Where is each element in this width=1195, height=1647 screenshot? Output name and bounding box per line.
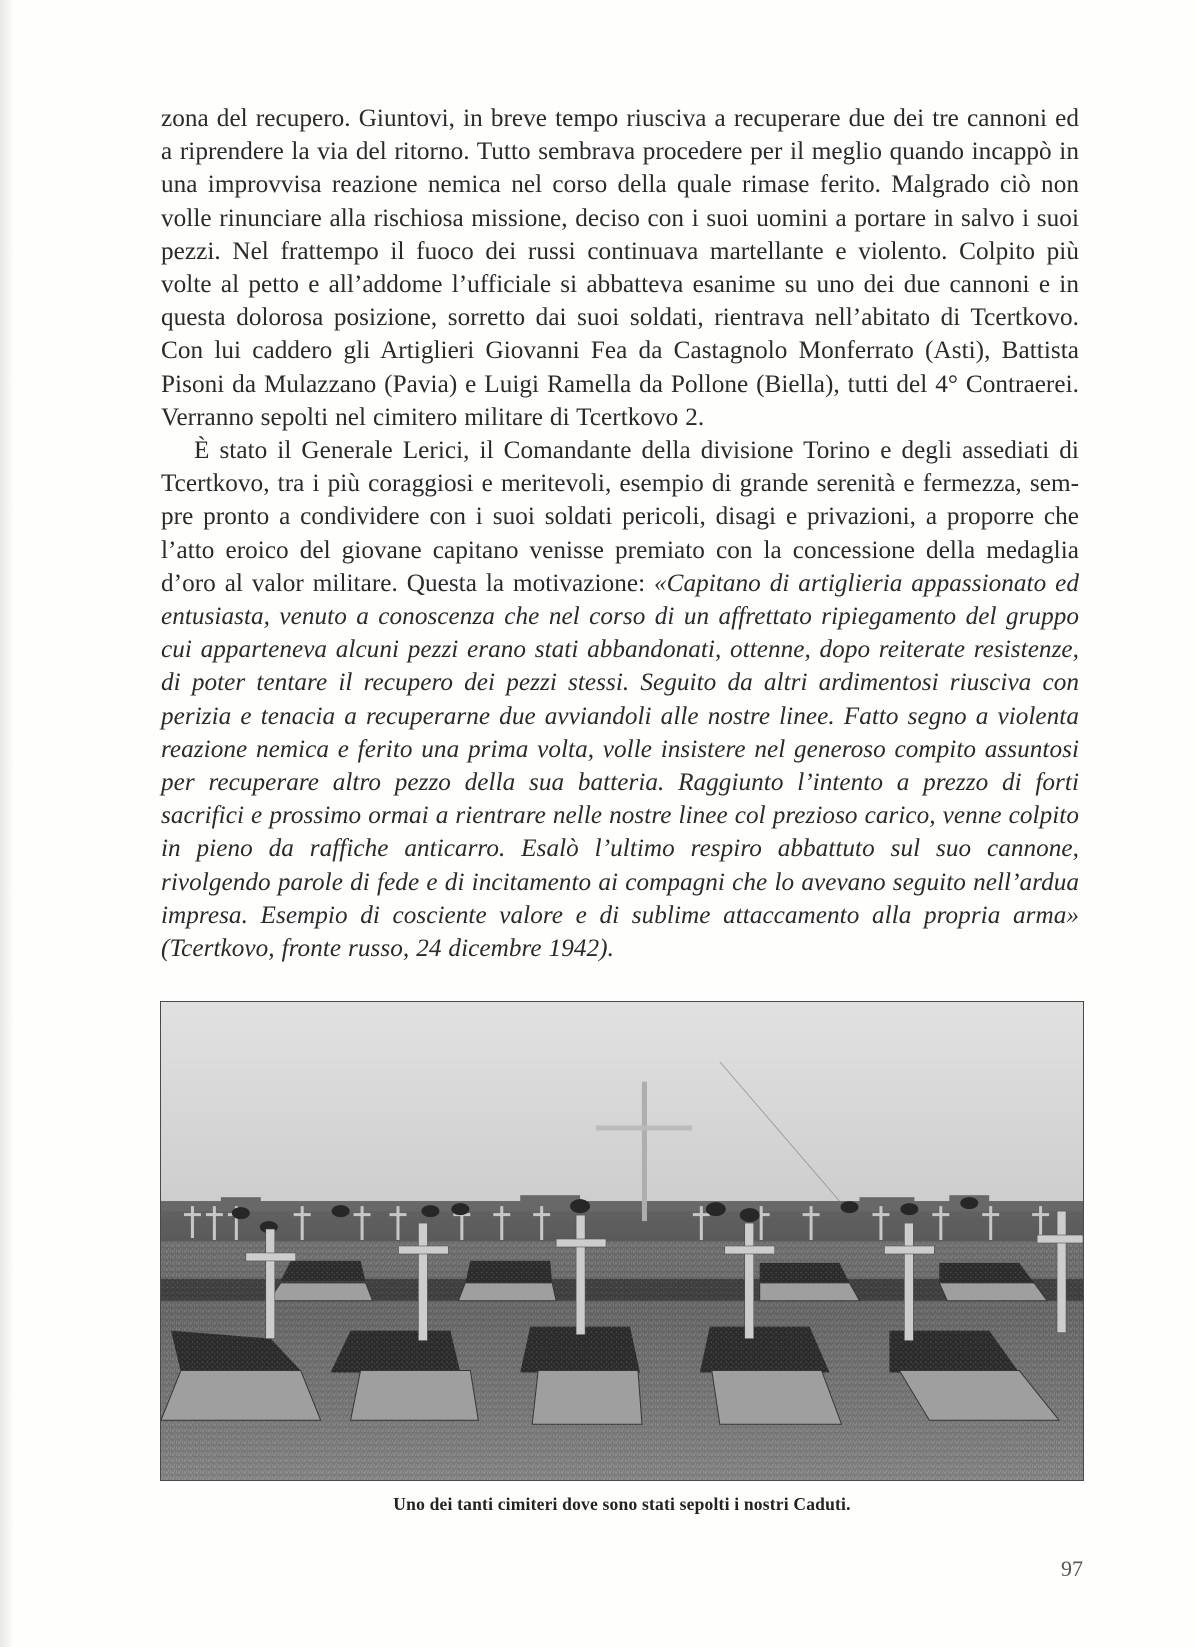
paragraph-1: zona del recupero. Giuntovi, in breve tempo riusciva a recuperare due dei tre cannoni ed a riprendere la via del ritorno. Tutto sembrava procedere per il meglio quando incappò in una improvvisa reazione nemica nel corso della quale rimase ferito. Malgrado ciò non volle rinunciare alla rischiosa missione, deciso con i suoi uomini a portare in salvo i suoi pezzi. Nel frattempo il fuoco dei russi continuava martellante e violento. Colpito più volte al petto e all’addome l’ufficiale si abbatteva esanime su uno dei due cannoni e in questa dolorosa posizione, sorretto dai suoi soldati, rientrava nell’abitato di Tcertkovo. Con lui caddero gli Artiglieri Giovanni Fea da Castagnolo Monferrato (Asti), Battista Pisoni da Mulazzano (Pavia) e Luigi Ramella da Pollone (Biella), tutti del 4° Contraerei. Verranno sepolti nel cimitero militare di Tcertkovo 2. xyxy=(161,105,1079,431)
paragraph-2 xyxy=(161,434,1079,965)
page-edge-shadow xyxy=(0,0,14,1647)
photograph-illustration xyxy=(161,1002,1083,1480)
paragraph-2-regular: È stato il Generale Lerici, il Comandante della divisione Torino e degli assediati di Tcertkovo, tra i più coraggiosi e meritevoli, esempio di grande serenità e fermezza, sempre pronto a condividere con i suoi soldati pericoli, disagi e privazioni, a proporre che l’atto eroico del giovane capitano venisse premiato con la concessione della medaglia d’oro al valor militare. Questa la motivazione: xyxy=(161,437,1079,597)
figure-caption: Uno dei tanti cimiteri dove sono stati sepolti i nostri Caduti. xyxy=(393,1494,851,1514)
body-text xyxy=(161,102,1079,965)
photo-grain-overlay xyxy=(161,1002,1083,1480)
paragraph-2-italic-citation: «Capitano di artiglieria appassionato ed entusiasta, venuto a conoscenza che nel corso di un affrettato ripiegamento del gruppo cui apparteneva alcuni pezzi erano stati abbandonati, ottenne, dopo reiterate resistenze, di poter tentare il recupero dei pezzi stessi. Seguito da altri ardimentosi riusciva con perizia e tenacia a recuperarne due avviandoli alle nostre linee. Fatto segno a violenta reazione nemica e ferito una prima volta, volle insistere nel generoso compito assuntosi per recuperare altro pezzo della sua batteria. Raggiunto l’intento a prezzo di forti sacrifici e prossimo ormai a rientrare nelle nostre linee col prezioso carico, venne colpito in pieno da raffiche anticarro. Esalò l’ultimo respiro abbattuto sul suo cannone, rivolgendo parole di fede e di incitamento ai compagni che lo avevano seguito nell’ardua impresa. Esempio di cosciente valore e di sublime attaccamento alla propria arma» (Tcertkovo, fronte russo, 24 dicembre 1942). xyxy=(161,569,1080,963)
page-number: 97 xyxy=(1061,1556,1083,1581)
cemetery-photograph xyxy=(160,1001,1084,1481)
